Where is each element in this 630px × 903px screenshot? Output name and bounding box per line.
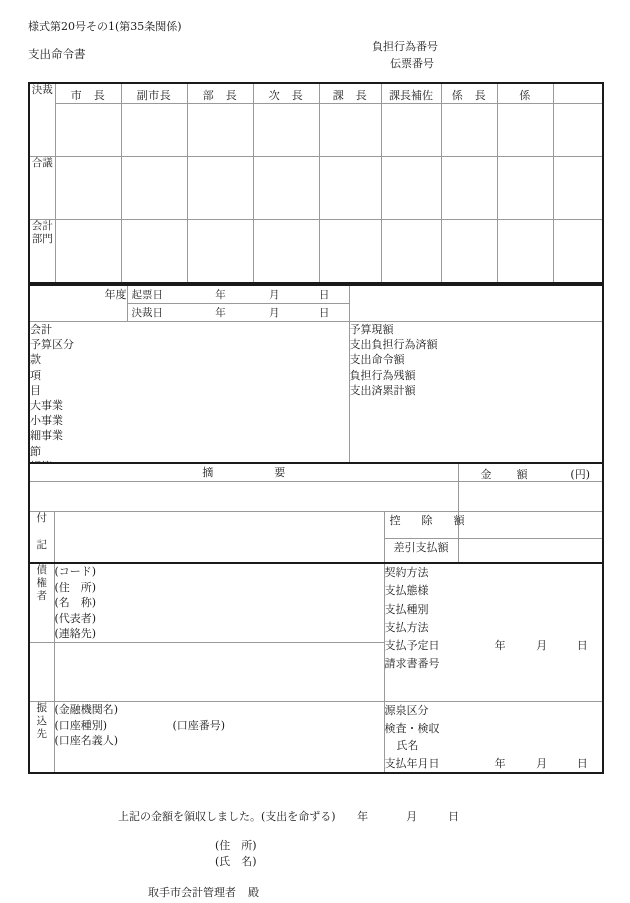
receipt-text: 上記の金額を領収しました。(支出を命ずる) [118,810,336,823]
budget-item-kan: 款 [30,353,41,367]
amount-item-shishutsu-ruikei: 支出済累計額 [349,383,416,397]
draft-date-year: 年 [215,289,226,301]
summary-header [29,463,458,482]
deduction-value-cell[interactable] [458,512,603,539]
creditor-blank-cell[interactable] [54,643,384,702]
date-cell [127,285,349,322]
payment-field-payment-form: 支払態様 [384,584,429,598]
payment-field-contract-method: 契約方法 [384,566,429,579]
approval-col-mayor: 市 長 [55,83,121,104]
approval-cell[interactable] [319,157,381,220]
summary-header-label: 摘 要 [202,466,293,479]
creditor-field-address: (住 所) [54,580,97,594]
bank-field-account-holder: (口座名義人) [54,734,119,747]
approval-col-deputy-mayor: 副市長 [121,83,187,104]
draft-date-month: 月 [268,289,280,301]
approval-col-staff: 係 [497,83,553,104]
approval-row-label-gougi: 合議 [29,157,55,220]
creditor-payment-table [28,562,604,774]
budget-item-moku: 目 [30,383,41,397]
approval-cell[interactable] [55,104,121,157]
approval-cell[interactable] [319,104,381,157]
budget-item-dai-jigyou: 大事業 [30,399,63,413]
approval-header-row [29,83,603,104]
footer [0,808,630,900]
fiscal-year-cell[interactable] [29,285,127,322]
approval-cell[interactable] [381,220,441,284]
note-deduction-row [29,512,603,539]
budget-table [28,284,604,476]
receipt-statement [0,808,630,824]
approval-cell[interactable] [381,157,441,220]
payment-field-payment-date: 支払年月日 年 月 日 [384,756,588,770]
amount-item-shishutsu-meirei: 支出命令額 [349,353,405,367]
page-title: 支出命令書 [28,47,86,61]
approval-cell[interactable] [497,220,553,284]
budget-amount-list[interactable] [349,322,603,476]
approval-date-month: 月 [268,307,280,319]
payment-field-inspection: 検査・検収 [384,721,440,735]
draft-date-label: 起票日 [131,289,163,301]
net-payment-label: 差引支払額 [384,539,458,567]
amount-item-futan-koui-zan: 負担行為残額 [349,368,416,382]
payment-inspection-fields[interactable] [384,702,603,774]
bank-label: 振 込 先 [29,702,54,774]
approval-date-row[interactable] [128,303,349,321]
approval-cell[interactable] [253,104,319,157]
deduction-label: 控 除 額 [384,512,458,539]
summary-value-row [29,482,603,512]
budget-detail-row [29,322,603,476]
obligation-number-label: 負担行為番号 [372,40,438,53]
summary-header-row [29,463,603,482]
signature-address-label: (住 所) [215,839,257,852]
creditor-fields[interactable] [54,563,384,643]
approval-cell[interactable] [319,220,381,284]
approval-date-label: 決裁日 [131,307,163,319]
note-value-cell[interactable] [54,512,384,567]
approval-date-year: 年 [215,307,226,319]
summary-value-cell[interactable] [29,482,458,512]
payment-field-invoice-number: 請求書番号 [384,657,440,671]
amount-header [458,463,603,482]
approval-row-label-accounting: 会計部門 [29,220,55,284]
payment-method-fields[interactable] [384,563,603,702]
summary-amount-table [28,462,604,567]
approval-col-department-chief: 部 長 [187,83,253,104]
approval-cell[interactable] [553,220,603,284]
payment-field-payment-type: 支払種別 [384,602,429,616]
approval-col-deputy-chief: 次 長 [253,83,319,104]
approval-cell[interactable] [441,157,497,220]
budget-item-yosan-kubun: 予算区分 [30,338,74,352]
budget-date-row [29,285,603,322]
addressee-honorific: 殿 [248,886,259,899]
approval-cell[interactable] [497,104,553,157]
approval-cell[interactable] [553,104,603,157]
payment-field-withholding: 源泉区分 [384,704,429,717]
creditor-row [29,563,603,643]
addressee-line [0,884,630,900]
approval-cell[interactable] [55,220,121,284]
approval-cell[interactable] [187,104,253,157]
payment-field-payment-method: 支払方法 [384,620,429,634]
creditor-blank-label [29,643,54,702]
approval-row-accounting [29,220,603,284]
approval-cell[interactable] [253,220,319,284]
approval-col-unit-chief: 係 長 [441,83,497,104]
approval-cell[interactable] [55,157,121,220]
signature-block[interactable] [0,838,630,870]
form-number: 様式第20号その1(第35条関係) [28,20,182,33]
slip-number-label: 伝票番号 [390,57,434,70]
amount-item-futan-koui-zumi: 支出負担行為済額 [349,338,438,352]
approval-col-section-chief: 課 長 [319,83,381,104]
budget-item-kaikei: 会計 [30,323,52,336]
approval-date-day: 日 [318,307,330,319]
approval-cell[interactable] [121,220,187,284]
approval-row-gougi [29,157,603,220]
bank-row [29,702,603,774]
approval-cell[interactable] [553,157,603,220]
draft-date-day: 日 [318,289,330,301]
payment-field-scheduled-date: 支払予定日 年 月 日 [384,639,588,653]
receipt-month: 月 [406,810,418,823]
approval-cell[interactable] [381,104,441,157]
header-reference-numbers [372,38,572,72]
budget-item-sai-jigyou: 細事業 [30,429,63,443]
amount-item-yosan-gengaku: 予算現額 [349,323,394,336]
budget-classification-list[interactable] [29,322,349,476]
creditor-field-code: (コード) [54,565,97,578]
amount-unit-label: (円) [570,468,591,481]
addressee-name: 取手市会計管理者 [148,886,236,899]
approval-cell[interactable] [121,104,187,157]
budget-item-setsu: 節 [30,444,41,458]
approval-cell[interactable] [121,157,187,220]
approval-col-blank-1 [553,83,603,104]
approval-cell[interactable] [253,157,319,220]
budget-item-kou: 項 [30,368,41,382]
bank-field-account-type-number: (口座種別) (口座番号) [54,718,226,732]
payment-field-inspector-name: 氏名 [396,739,419,752]
creditor-label: 債 権 者 [29,563,54,643]
creditor-field-name: (名 称) [54,596,97,609]
approval-table [28,82,604,284]
approval-row-label-kessai: 決裁 [29,83,55,157]
receipt-day: 日 [448,810,460,823]
bank-field-institution: (金融機関名) [54,703,119,716]
creditor-field-contact: (連絡先) [54,627,97,640]
creditor-field-representative: (代表者) [54,611,97,625]
fiscal-year-label: 年度 [104,288,127,301]
budget-item-shou-jigyou: 小事業 [30,414,63,428]
signature-name-label: (氏 名) [215,855,257,868]
draft-date-row[interactable] [128,286,349,303]
receipt-year: 年 [357,810,369,823]
approval-cell[interactable] [187,220,253,284]
approval-cell[interactable] [441,220,497,284]
approval-cell[interactable] [497,157,553,220]
note-label: 付 記 [29,512,54,567]
bank-fields[interactable] [54,702,384,774]
approval-col-assistant-section-chief: 課長補佐 [381,83,441,104]
approval-row-kessai-cells [29,104,603,157]
amount-value-cell[interactable] [458,482,603,512]
amount-header-label: 金 額 [480,468,535,481]
budget-date-blank-cell[interactable] [349,285,603,322]
approval-cell[interactable] [187,157,253,220]
approval-cell[interactable] [441,104,497,157]
